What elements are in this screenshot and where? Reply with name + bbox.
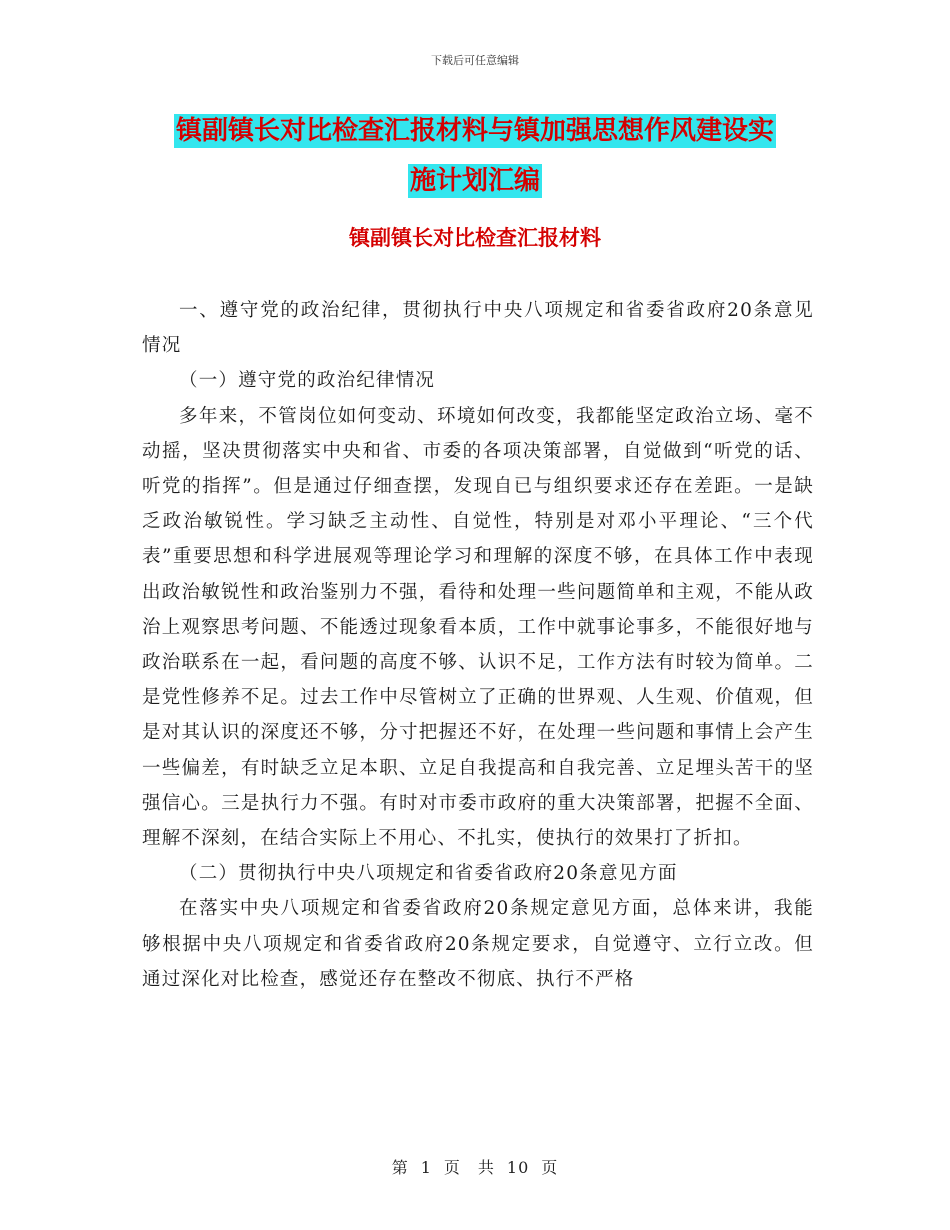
document-title [0,106,950,206]
footer-prefix: 第 [391,1158,409,1177]
paragraph: 多年来，不管岗位如何变动、环境如何改变，我都能坚定政治立场、毫不动摇，坚决贯彻落实中央和省、市委的各项决策部署，自觉做到“听党的话、听党的指挥”。但是通过仔细查摆，发现自已与组织要求还存在差距。一是缺乏政治敏锐性。学习缺乏主动性、自觉性，特别是对邓小平理论、“三个代表”重要思想和科学进展观等理论学习和理解的深度不够，在具体工作中表现出政治敏锐性和政治鉴别力不强，看待和处理一些问题简单和主观，不能从政治上观察思考问题、不能透过现象看本质，工作中就事论事多，不能很好地与政治联系在一起，看问题的高度不够、认识不足，工作方法有时较为简单。二是党性修养不足。过去工作中尽管树立了正确的世界观、人生观、价值观，但是对其认识的深度还不够，分寸把握还不好，在处理一些问题和事情上会产生一些偏差，有时缺乏立足本职、立足自我提高和自我完善、立足埋头苦干的坚强信心。三是执行力不强。有时对市委市政府的重大决策部署，把握不全面、理解不深刻，在结合实际上不用心、不扎实，使执行的效果打了折扣。 [142,405,814,850]
paragraph: （二）贯彻执行中央八项规定和省委省政府20条意见方面 [179,863,678,885]
title-line-1: 镇副镇长对比检查汇报材料与镇加强思想作风建设实 [175,116,774,146]
page-number: 1 [420,1158,432,1177]
footer-mid: 页 共 [443,1158,495,1177]
page-footer [0,1155,950,1178]
paragraph: （一）遵守党的政治纪律情况 [179,370,436,392]
total-pages: 10 [506,1158,530,1177]
title-line-2: 施计划汇编 [409,166,540,196]
header-note: 下载后可任意编辑 [431,54,519,67]
section-title: 镇副镇长对比检查汇报材料 [349,226,601,250]
body-text [142,293,814,997]
footer-suffix: 页 [541,1158,559,1177]
paragraph: 在落实中央八项规定和省委省政府20条规定意见方面，总体来讲，我能够根据中央八项规定和省委省政府20条规定要求，自觉遵守、立行立改。但通过深化对比检查，感觉还存在整改不彻底、执行不严格 [142,898,814,990]
paragraph: 一、遵守党的政治纪律，贯彻执行中央八项规定和省委省政府20条意见情况 [142,300,814,357]
